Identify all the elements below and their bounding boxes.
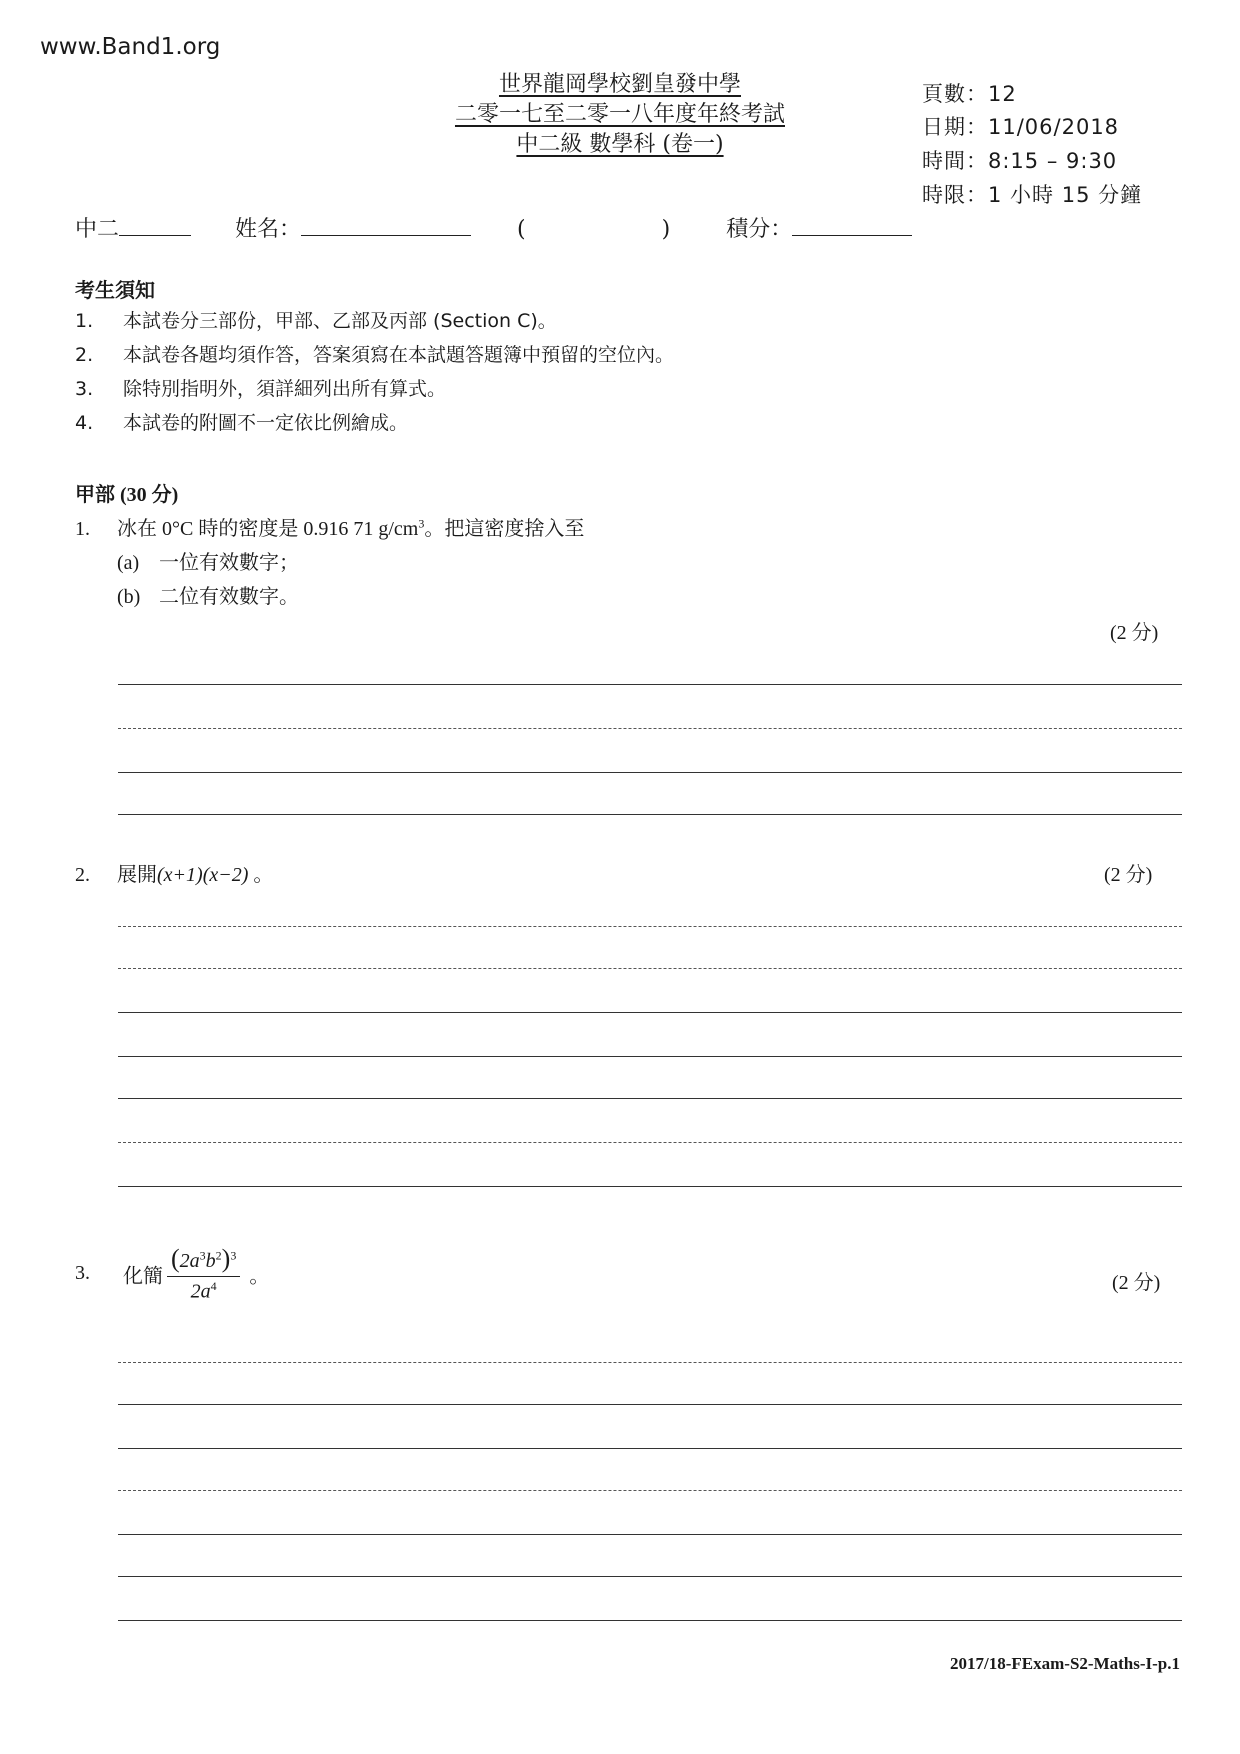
answer-line[interactable] xyxy=(118,772,1182,773)
close-paren: ) xyxy=(661,217,671,242)
name-label: 姓名： xyxy=(235,217,302,242)
answer-line[interactable] xyxy=(118,1142,1182,1143)
answer-line[interactable] xyxy=(118,968,1182,969)
answer-line[interactable] xyxy=(118,1362,1182,1363)
page-footer: 2017/18-FExam-S2-Maths-I-p.1 xyxy=(950,1654,1180,1673)
class-field[interactable] xyxy=(119,215,191,236)
question-number: 3. xyxy=(75,1262,90,1285)
notice-item: 2. 本試卷各題均須作答，答案須寫在本試題答題簿中預留的空位內。 xyxy=(75,344,675,366)
answer-line[interactable] xyxy=(118,684,1182,685)
question-2: 2. 展開(x+1)(x−2) 。 xyxy=(75,864,274,886)
section-a-heading: 甲部 (30 分) xyxy=(75,484,179,506)
watermark: www.Band1.org xyxy=(40,34,221,60)
student-info-line xyxy=(75,212,912,243)
exam-date: 日期：11/06/2018 xyxy=(922,115,1120,139)
score-field[interactable] xyxy=(792,215,912,236)
school-name: 世界龍岡學校劉皇發中學 xyxy=(498,72,741,97)
question-1-marks: (2 分) xyxy=(1110,622,1159,644)
score-label: 積分： xyxy=(726,217,793,242)
exam-duration: 時限：1 小時 15 分鐘 xyxy=(922,183,1143,207)
answer-line[interactable] xyxy=(118,1056,1182,1057)
answer-line[interactable] xyxy=(118,1186,1182,1187)
open-paren: ( xyxy=(517,217,526,242)
answer-line[interactable] xyxy=(118,1448,1182,1449)
question-number: 2. xyxy=(75,864,90,886)
subject-title: 中二級 數學科 (卷一) xyxy=(516,132,724,157)
fraction-expression: $\frac{(2a^3b^2)^3}{2a^4}$ xyxy=(167,1244,240,1304)
answer-line[interactable] xyxy=(118,814,1182,815)
answer-line[interactable] xyxy=(118,1490,1182,1491)
answer-line[interactable] xyxy=(118,926,1182,927)
question-3-marks: (2 分) xyxy=(1112,1272,1161,1294)
notice-item: 3. 除特別指明外，須詳細列出所有算式。 xyxy=(75,378,447,400)
question-1: 1. 冰在 0°C 時的密度是 0.916 71 $g/cm^3$。把這密度捨入至 xyxy=(75,516,585,540)
answer-line[interactable] xyxy=(118,1620,1182,1621)
question-1-part-b: (b) 二位有效數字。 xyxy=(117,586,299,608)
answer-line[interactable] xyxy=(118,1576,1182,1577)
question-2-marks: (2 分) xyxy=(1104,864,1153,886)
expression: (x+1)(x−2) xyxy=(157,864,249,886)
question-1-part-a: (a) 一位有效數字； xyxy=(117,552,299,574)
answer-line[interactable] xyxy=(118,1404,1182,1405)
name-field[interactable] xyxy=(301,215,471,236)
class-label: 中二 xyxy=(75,217,120,242)
exam-time: 時間：8:15 – 9:30 xyxy=(922,149,1118,173)
exam-title: 二零一七至二零一八年度年終考試 xyxy=(454,102,785,127)
answer-line[interactable] xyxy=(118,1098,1182,1099)
question-3: 3. 化簡 $\frac{(2a^3b^2)^3}{2a^4}$ 。 xyxy=(75,1244,270,1303)
notice-item: 4. 本試卷的附圖不一定依比例繪成。 xyxy=(75,412,409,434)
notice-heading: 考生須知 xyxy=(75,278,155,302)
answer-line[interactable] xyxy=(118,1012,1182,1013)
answer-line[interactable] xyxy=(118,728,1182,729)
question-number: 1. xyxy=(75,518,90,540)
answer-line[interactable] xyxy=(118,1534,1182,1535)
page-count: 頁數：12 xyxy=(922,82,1017,106)
notice-item: 1. 本試卷分三部份，甲部、乙部及丙部 (Section C)。 xyxy=(75,310,557,332)
